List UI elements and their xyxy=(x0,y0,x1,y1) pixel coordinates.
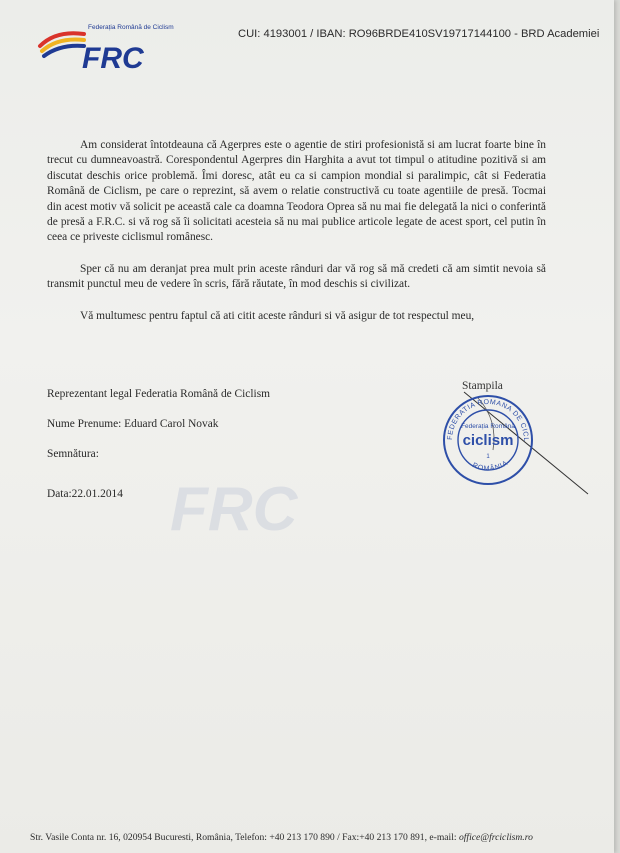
paragraph: Am considerat întotdeauna că Agerpres este o agentie de stiri profesionistă si am lucrat foarte bine în trecut cu dumneavoastră. Corespondentul Agerpres din Harghita a avut tot timpul o atitudine pozitivă si am discutat deschis orice problemă. Îmi doresc, atât eu ca si campion mondial si paralimpic, cât si Federatia Română de Ciclism, pe care o reprezint, să avem o relatie constructivă cu toate agentiile de presă. Tocmai din acest motiv vă solicit pe această cale ca doamna Teodora Oprea să nu mai fie delegată la nici o conferintă de presă a F.R.C. si vă rog să îi solicitati acesteia să nu mai publice articole legate de acest sport, cel putin în ceea ce priveste ciclismul românesc. xyxy=(47,139,546,244)
svg-text:ROMÂNIA xyxy=(471,460,509,473)
official-stamp xyxy=(438,390,598,505)
frc-watermark xyxy=(170,478,410,543)
footer xyxy=(30,832,533,843)
logo-graphic xyxy=(36,24,186,74)
company-identifiers: CUI: 4193001 / IBAN: RO96BRDE410SV19717144100 - BRD Academiei xyxy=(238,28,600,40)
footer-email: office@frciclism.ro xyxy=(458,832,533,843)
frc-logo xyxy=(36,24,186,74)
footer-address: Str. Vasile Conta nr. 16, 020954 Bucuresti, România, Telefon: +40 213 170 890 / Fax:+40 213 170 891, e-mail: xyxy=(30,832,459,843)
stamp-bottom-text: ROMÂNIA xyxy=(471,459,510,473)
representative-line: Reprezentant legal Federatia Română de Ciclism xyxy=(47,388,270,400)
stamp-ring-text: FEDERATIA ROMANA DE CICL xyxy=(446,398,530,442)
logo-tagline: Federația Română de Ciclism xyxy=(88,24,174,31)
stamp-number: 1 xyxy=(486,454,490,460)
paragraph: Sper că nu am deranjat prea mult prin aceste rânduri dar vă rog să mă credeti că am simtit nevoia să transmit punctul meu de vedere în scris, fără răutate, în mod deschis si civilizat. xyxy=(47,262,546,291)
letter-body xyxy=(47,138,546,340)
logo-text: FRC xyxy=(82,42,144,74)
stamp-center-small: Federația Română xyxy=(461,423,515,430)
signature-label: Semnătura: xyxy=(47,448,99,460)
watermark-text: FRC xyxy=(170,478,298,538)
stamp-center-big: ciclism xyxy=(462,432,514,449)
stamp-label: Stampila xyxy=(462,380,503,392)
name-line: Nume Prenume: Eduard Carol Novak xyxy=(47,418,219,430)
paragraph: Vă multumesc pentru faptul că ati citit aceste rânduri si vă asigur de tot respectul meu, xyxy=(80,309,475,322)
date-line: Data:22.01.2014 xyxy=(47,488,123,500)
